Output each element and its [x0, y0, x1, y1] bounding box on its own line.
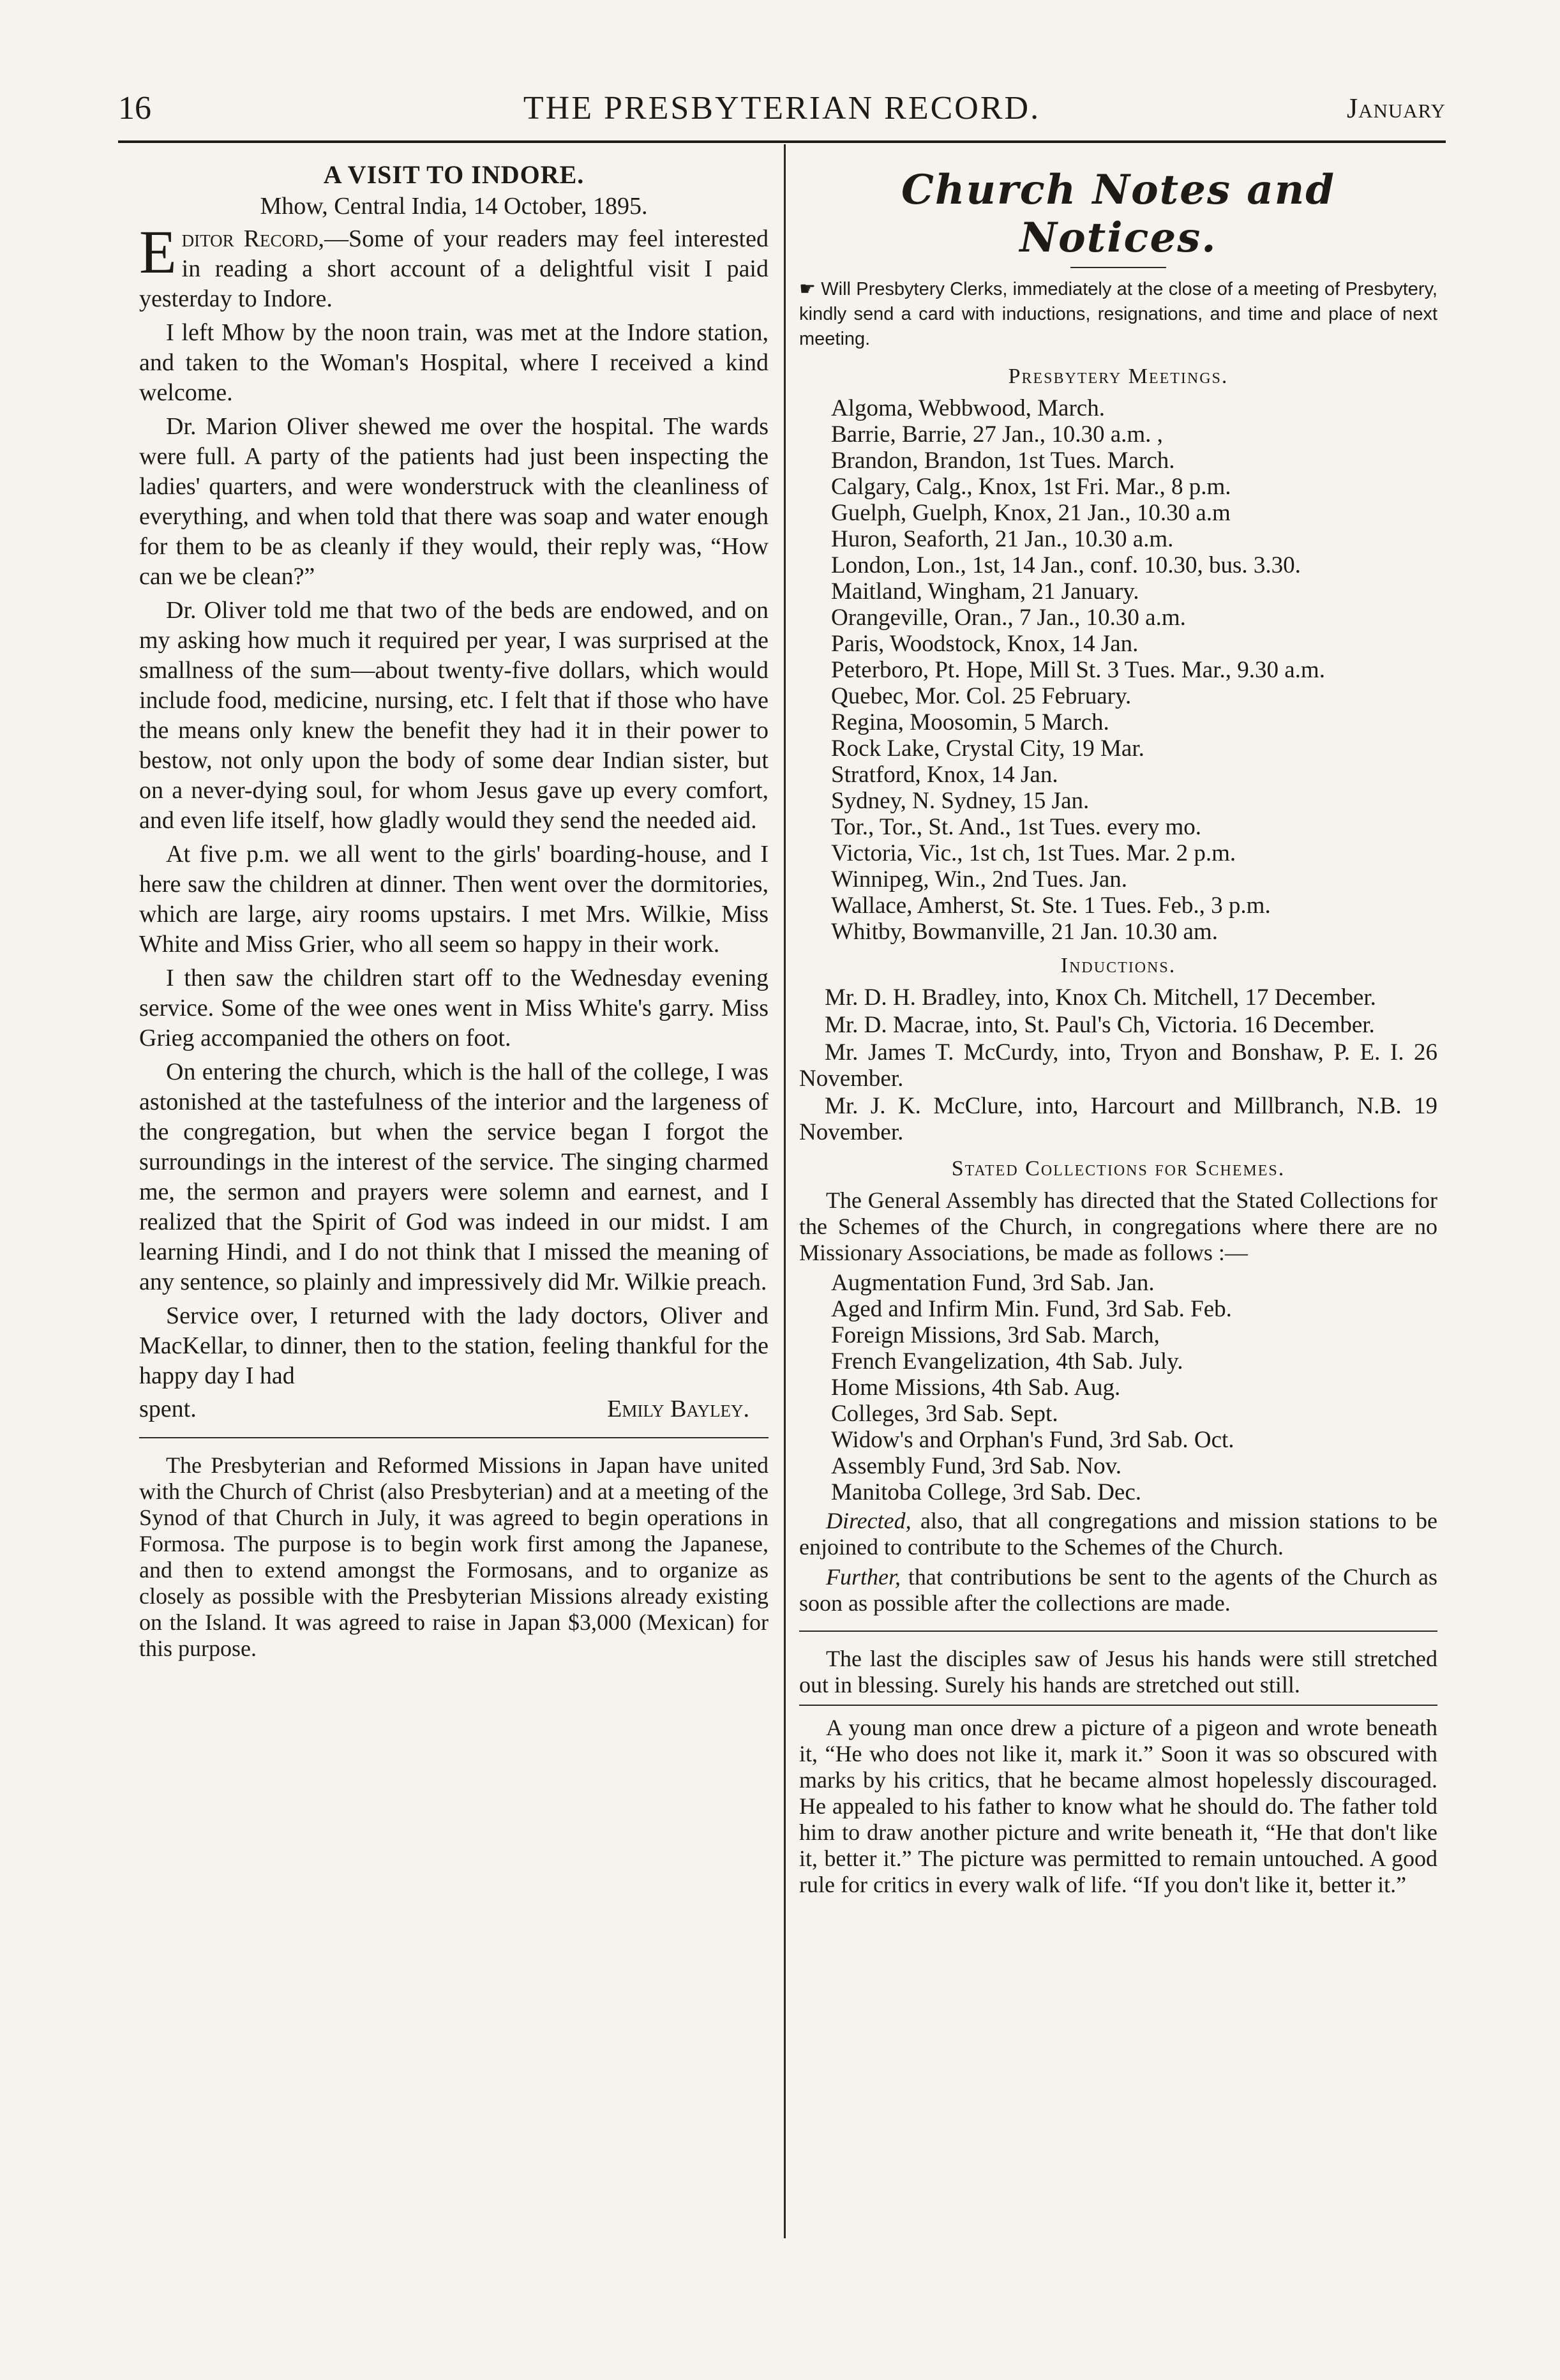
clerks-notice: ☛ Will Presbytery Clerks, immediately at the close of a meeting of Presbytery, kindly send a card with inductions, resignations, and time and place of next meeting. [799, 279, 1437, 349]
section-separator [799, 1631, 1437, 1632]
title-rule [1070, 267, 1166, 268]
article-paragraph: Dr. Oliver told me that two of the beds are endowed, and on my asking how much it required per year, I was surprised at the smallness of the sum—about twenty-five dollars, which would include food, medicine, nursing, etc. I felt that if those who have the means only knew the benefit they had it in their power to bestow, not only upon the body of some dear Indian sister, but on a never-dying soul, for whom Jesus gave up every comfort, and even life itself, how gladly would they send the needed aid. [139, 597, 769, 834]
list-item: Tor., Tor., St. And., 1st Tues. every mo. [831, 814, 1202, 840]
article-paragraph: Service over, I returned with the lady doctors, Oliver and MacKellar, to dinner, then to the station, feeling thankful for the happy day I had [139, 1302, 769, 1389]
article-dateline: Mhow, Central India, 14 October, 1895. [260, 193, 648, 220]
list-item: Huron, Seaforth, 21 Jan., 10.30 a.m. [831, 526, 1174, 552]
list-item: Augmentation Fund, 3rd Sab. Jan. [831, 1270, 1155, 1296]
paragraph-text: —Some of your readers may feel interested in reading a short account of a delightful visit I paid yesterday to Indore. [139, 225, 769, 312]
page-number: 16 [118, 90, 151, 126]
salutation: ditor Record, [181, 225, 325, 252]
article-paragraph: The Presbyterian and Reformed Missions in Japan have united with the Church of Christ (also Presbyterian) and at a meeting of the Synod of that Church in July, it was agreed to begin operations in Formosa. The purpose is to begin work first among the Japanese, and then to extend amongst the Formosans, and to organize as closely as possible with the Presbyterian Missions already existing on the Island. It was agreed to raise in Japan $3,000 (Mexican) for this purpose. [139, 1452, 769, 1661]
pigeon-paragraph: A young man once drew a picture of a pigeon and wrote beneath it, “He who does not like it, mark it.” Soon it was so obscured with marks by his critics, that he became almost hopelessly discouraged. He appealed to his father to know what he should do. The father told him to draw another picture and write beneath it, “He that don't like it, better it.” The picture was permitted to remain untouched. A good rule for critics in every walk of life. “If you don't like it, better it.” [799, 1715, 1437, 1897]
left-column [139, 160, 769, 1666]
induction-item: Mr. J. K. McClure, into, Harcourt and Millbranch, N.B. 19 November. [799, 1093, 1437, 1145]
signature: Emily Bayley. [607, 1396, 749, 1422]
section-separator [799, 1705, 1437, 1706]
disciples-paragraph: The last the disciples saw of Jesus his hands were still stretched out in blessing. Surely his hands are stretched out still. [799, 1646, 1437, 1698]
list-item: Manitoba College, 3rd Sab. Dec. [831, 1479, 1142, 1505]
list-item: Widow's and Orphan's Fund, 3rd Sab. Oct. [831, 1427, 1234, 1453]
article-title: A VISIT TO INDORE. [323, 160, 585, 189]
induction-item: Mr. D. Macrae, into, St. Paul's Ch, Victoria. 16 December. [825, 1012, 1375, 1038]
inductions-heading: Inductions. [1060, 954, 1176, 977]
list-item: Brandon, Brandon, 1st Tues. March. [831, 448, 1175, 474]
list-item: London, Lon., 1st, 14 Jan., conf. 10.30, bus. 3.30. [831, 552, 1301, 578]
list-item: Aged and Infirm Min. Fund, 3rd Sab. Feb. [831, 1296, 1232, 1322]
article-paragraph: Dr. Marion Oliver shewed me over the hospital. The wards were full. A party of the patients had just been inspecting the ladies' quarters, and were wonderstruck with the cleanliness of everything, and when told that there was soap and water enough for them to be as cleanly if they would, their reply was, “How can we be clean?” [139, 413, 769, 590]
list-item: Barrie, Barrie, 27 Jan., 10.30 a.m. , [831, 421, 1163, 448]
page-header [118, 83, 1446, 134]
column-divider [784, 144, 786, 2238]
article-paragraph: At five p.m. we all went to the girls' boarding-house, and I here saw the children at dinner. Then went over the dormitories, which are large, airy rooms upstairs. I met Mrs. Wilkie, Miss White and Miss Grier, who all seem so happy in their work. [139, 841, 769, 958]
list-item: Rock Lake, Crystal City, 19 Mar. [831, 735, 1144, 762]
italic-lead: Directed, [826, 1508, 911, 1533]
list-item: Regina, Moosomin, 5 March. [831, 709, 1109, 735]
list-item: Winnipeg, Win., 2nd Tues. Jan. [831, 866, 1127, 892]
signature-line [139, 1395, 769, 1423]
list-item: Assembly Fund, 3rd Sab. Nov. [831, 1453, 1121, 1479]
list-item: Quebec, Mor. Col. 25 February. [831, 683, 1132, 709]
list-item: Stratford, Knox, 14 Jan. [831, 762, 1058, 788]
list-item: Calgary, Calg., Knox, 1st Fri. Mar., 8 p.m. [831, 474, 1231, 500]
header-rule [118, 140, 1446, 143]
list-item: Paris, Woodstock, Knox, 14 Jan. [831, 631, 1139, 657]
list-item: Sydney, N. Sydney, 15 Jan. [831, 788, 1090, 814]
collections-intro: The General Assembly has directed that the Stated Collections for the Schemes of the Church, in congregations where there are no Missionary Associations, be made as follows :— [799, 1187, 1437, 1265]
month-label: January [1346, 93, 1446, 124]
italic-lead: Further, [826, 1564, 901, 1590]
list-item: Colleges, 3rd Sab. Sept. [831, 1401, 1058, 1427]
list-item: Algoma, Webbwood, March. [831, 395, 1105, 421]
list-item: Wallace, Amherst, St. Ste. 1 Tues. Feb., 3 p.m. [831, 892, 1271, 919]
directed-paragraph [799, 1508, 1437, 1560]
article-paragraph: I left Mhow by the noon train, was met at the Indore station, and taken to the Woman's Hospital, where I received a kind welcome. [139, 319, 769, 406]
list-item: Victoria, Vic., 1st ch, 1st Tues. Mar. 2 p.m. [831, 840, 1236, 866]
right-column [799, 160, 1437, 1902]
list-item: Orangeville, Oran., 7 Jan., 10.30 a.m. [831, 605, 1186, 631]
paragraph-text: also, that all congregations and mission stations to be enjoined to contribute to the Schemes of the Church. [799, 1508, 1437, 1560]
article-paragraph [139, 218, 769, 314]
drop-cap: E [139, 218, 177, 286]
collections-heading: Stated Collections for Schemes. [951, 1157, 1286, 1180]
running-title: THE PRESBYTERIAN RECORD. [523, 90, 1041, 126]
induction-item: Mr. James T. McCurdy, into, Tryon and Bonshaw, P. E. I. 26 November. [799, 1039, 1437, 1092]
paragraph-end: spent. [139, 1396, 197, 1422]
section-title: Church Notes and Notices. [901, 166, 1336, 262]
induction-item: Mr. D. H. Bradley, into, Knox Ch. Mitchell, 17 December. [825, 984, 1376, 1011]
article-paragraph: I then saw the children start off to the Wednesday evening service. Some of the wee ones went in Miss White's garry. Miss Grieg accompanied the others on foot. [139, 965, 769, 1051]
collections-list [831, 1270, 1437, 1505]
meetings-list [831, 395, 1437, 945]
list-item: French Evangelization, 4th Sab. July. [831, 1348, 1183, 1375]
meetings-heading: Presbytery Meetings. [1008, 365, 1229, 388]
list-item: Foreign Missions, 3rd Sab. March, [831, 1322, 1160, 1348]
list-item: Guelph, Guelph, Knox, 21 Jan., 10.30 a.m [831, 500, 1231, 526]
list-item: Whitby, Bowmanville, 21 Jan. 10.30 am. [831, 919, 1218, 945]
list-item: Peterboro, Pt. Hope, Mill St. 3 Tues. Mar., 9.30 a.m. [831, 657, 1325, 683]
list-item: Home Missions, 4th Sab. Aug. [831, 1375, 1121, 1401]
further-paragraph [799, 1564, 1437, 1616]
list-item: Maitland, Wingham, 21 January. [831, 578, 1139, 605]
article-paragraph: On entering the church, which is the hall of the college, I was astonished at the tastefulness of the interior and the largeness of the congregation, but when the service began I forgot the surroundings in the interest of the service. The singing charmed me, the sermon and prayers were solemn and earnest, and I realized that the Spirit of God was indeed in our midst. I am learning Hindi, and I do not think that I missed the meaning of any sentence, so plainly and impressively did Mr. Wilkie preach. [139, 1058, 769, 1295]
paragraph-text: that contributions be sent to the agents of the Church as soon as possible after the collections are made. [799, 1564, 1437, 1616]
section-separator [139, 1437, 769, 1438]
